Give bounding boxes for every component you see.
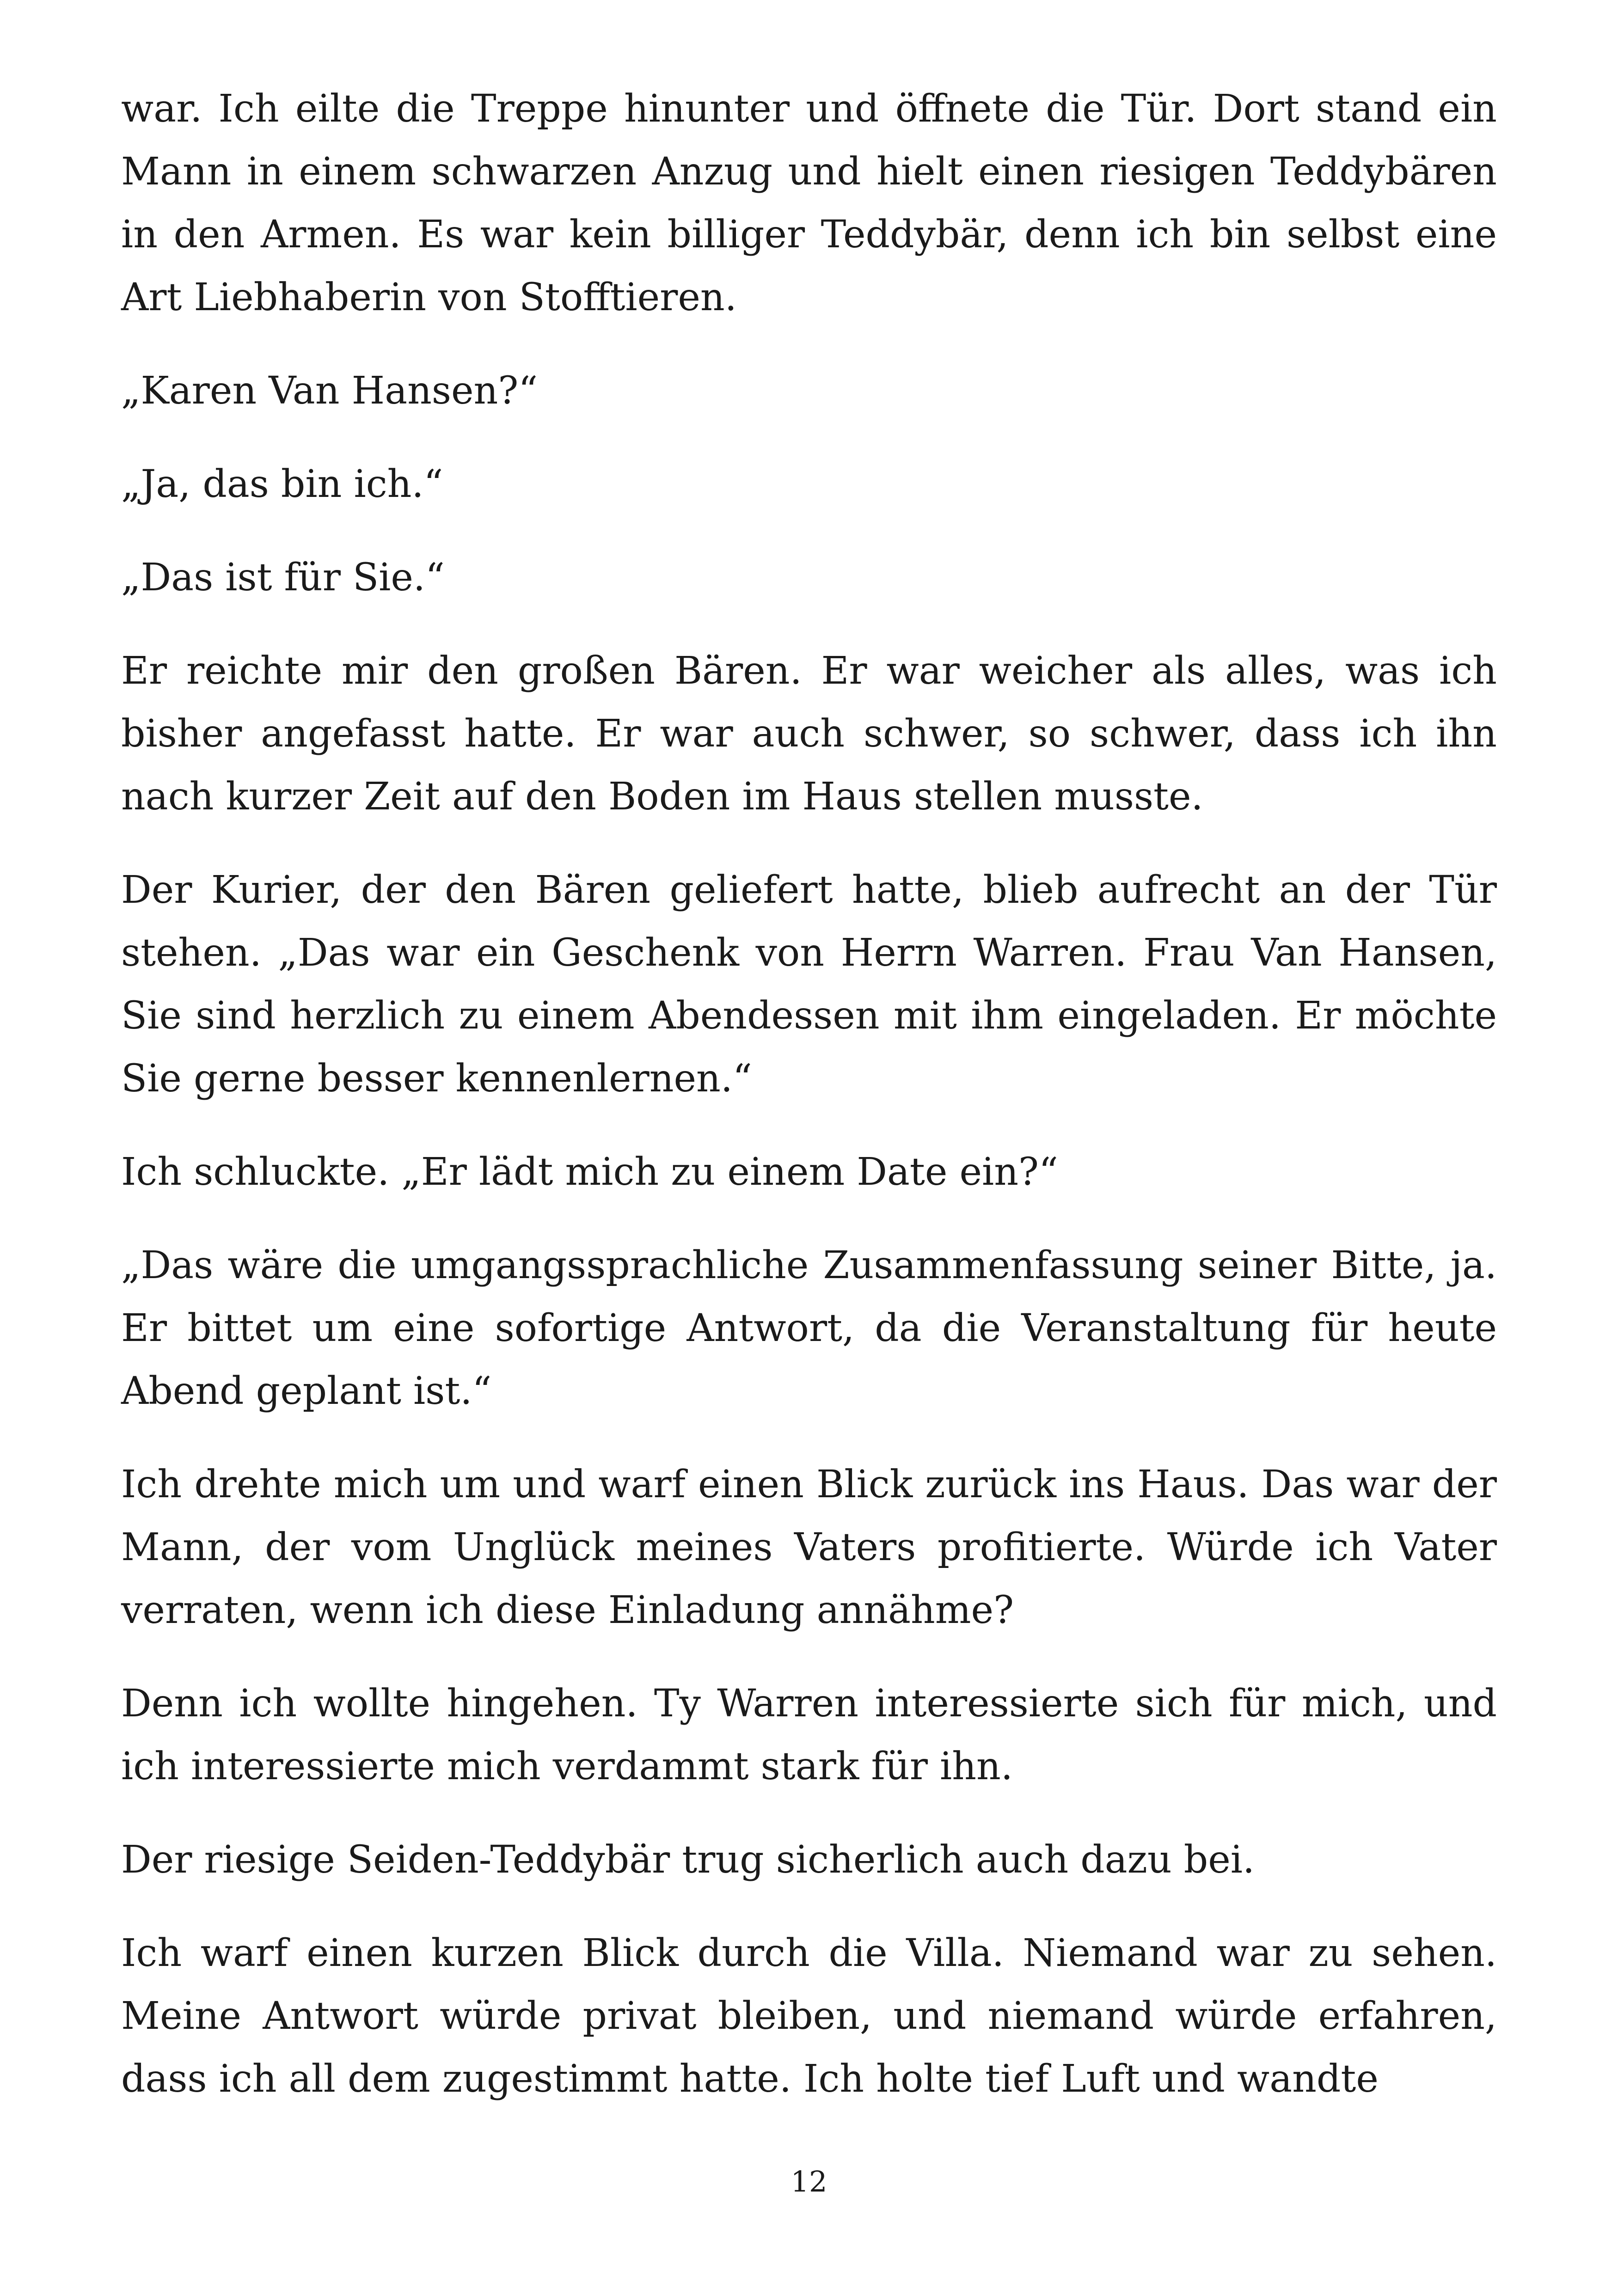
paragraph: Ich schluckte. „Er lädt mich zu einem Date ein?“ <box>121 1150 1058 1194</box>
paragraph: Ich warf einen kurzen Blick durch die Villa. Niemand war zu sehen. Meine Antwort würde privat bleiben, und niemand würde erfahren, dass ich all dem zugestimmt hatte. Ich holte tief Luft und wandte <box>121 1931 1497 2101</box>
paragraph: Denn ich wollte hingehen. Ty Warren interessierte sich für mich, und ich interessierte mich verdammt stark für ihn. <box>121 1682 1497 1788</box>
paragraph: „Das ist für Sie.“ <box>121 556 445 600</box>
paragraph: Ich drehte mich um und warf einen Blick zurück ins Haus. Das war der Mann, der vom Unglück meines Vaters profitierte. Würde ich Vater verraten, wenn ich diese Einladung annähme? <box>121 1463 1497 1632</box>
paragraph: war. Ich eilte die Treppe hinunter und öffnete die Tür. Dort stand ein Mann in einem schwarzen Anzug und hielt einen riesigen Teddybären in den Armen. Es war kein billiger Teddybär, denn ich bin selbst eine Art Liebhaberin von Stofftieren. <box>121 87 1497 319</box>
paragraph: „Karen Van Hansen?“ <box>121 369 538 413</box>
page-body <box>121 78 1497 2141</box>
paragraph: Der riesige Seiden-Teddybär trug sicherlich auch dazu bei. <box>121 1838 1255 1882</box>
paragraph: Er reichte mir den großen Bären. Er war weicher als alles, was ich bisher angefasst hatte. Er war auch schwer, so schwer, dass ich ihn nach kurzer Zeit auf den Boden im Haus stellen musste. <box>121 649 1497 819</box>
paragraph: „Das wäre die umgangssprachliche Zusammenfassung seiner Bitte, ja. Er bittet um eine sofortige Antwort, da die Veranstaltung für heute Abend geplant ist.“ <box>121 1243 1497 1413</box>
page-number: 12 <box>791 2165 827 2198</box>
paragraph: „Ja, das bin ich.“ <box>121 462 443 506</box>
paragraph: Der Kurier, der den Bären geliefert hatte, blieb aufrecht an der Tür stehen. „Das war ein Geschenk von Herrn Warren. Frau Van Hansen, Sie sind herzlich zu einem Abendessen mit ihm eingeladen. Er möchte Sie gerne besser kennenlernen.“ <box>121 868 1497 1101</box>
